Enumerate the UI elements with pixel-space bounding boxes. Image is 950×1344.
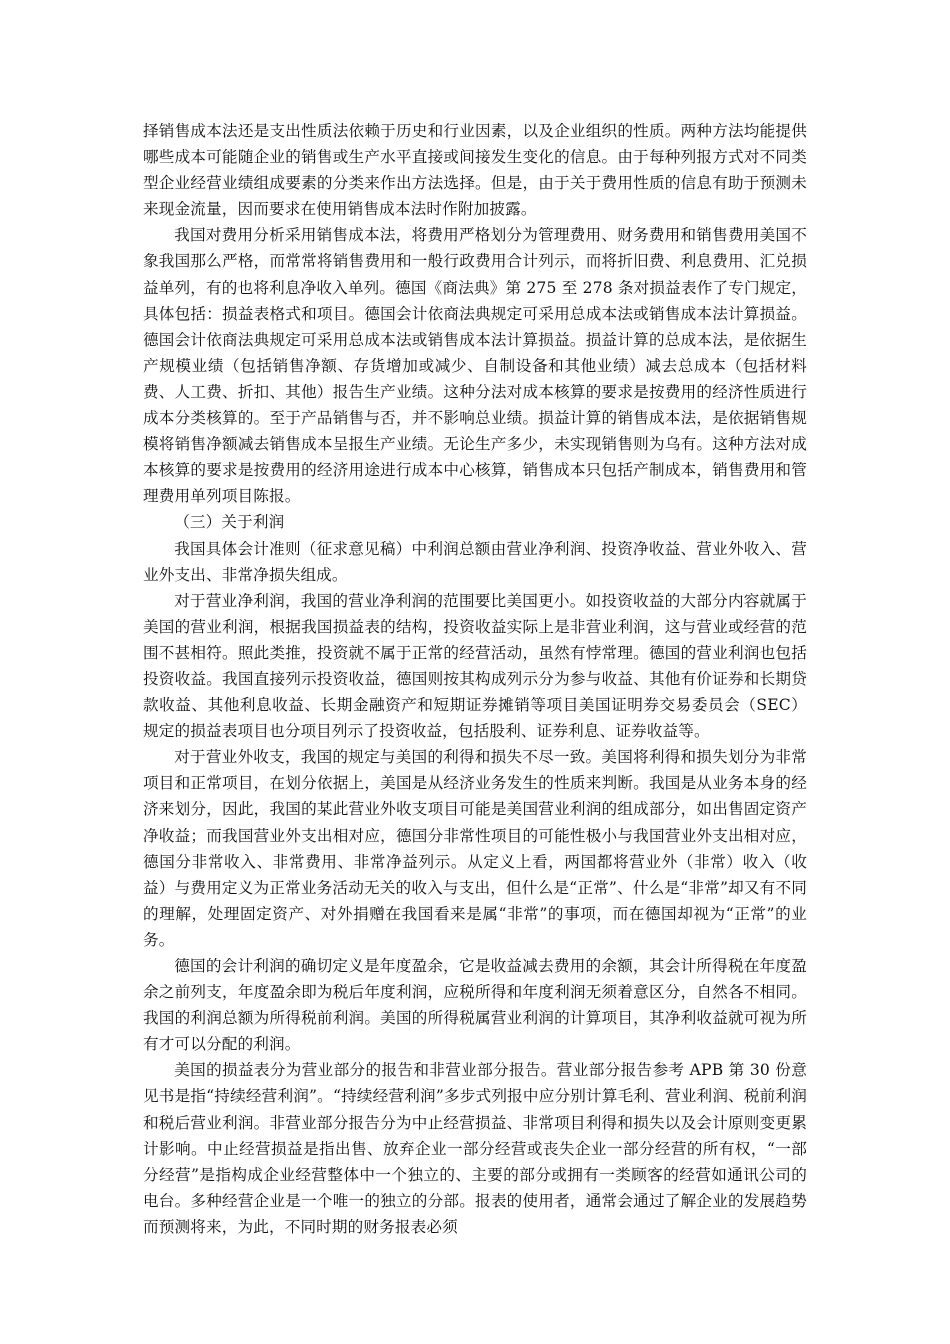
paragraph-operating-profit: 对于营业净利润，我国的营业净利润的范围要比美国更小。如投资收益的大部分内容就属于美国的营业利润，根据我国损益表的结构，投资收益实际上是非营业利润，这与营业或经营的范围不甚相符。照此类推，投资就不属于正常的经营活动，虽然有悖常理。德国的营业利润也包括投资收益。我国直接列示投资收益，德国则按其构成列示分为参与收益、其他有价证券和长期贷款收益、其他利息收益、长期金融资产和短期证券摊销等项目美国证明券交易委员会（SEC）规定的损益表项目也分项目列示了投资收益，包括股利、证券利息、证券收益等。	[143, 591, 807, 741]
paragraph-cost-of-sales-method: 择销售成本法还是支出性质法依赖于历史和行业因素，以及企业组织的性质。两种方法均能提供哪些成本可能随企业的销售或生产水平直接或间接发生变化的信息。由于每种列报方式对不同类型企业经营业绩组成要素的分类来作出方法选择。但是，由于关于费用性质的信息有助于预测未来现金流量，因而要求在使用销售成本法时作附加披露。	[143, 122, 807, 219]
paragraph-us-income-statement: 美国的损益表分为营业部分的报告和非营业部分报告。营业部分报告参考 APB 第 30 份意见书是指“持续经营利润”。“持续经营利润”多步式列报中应分别计算毛利、营业利润、税前利润和税后营业利润。非营业部分报告分为中止经营损益、非常项目利得和损失以及会计原则变更累计影响。中止经营损益是指出售、放弃企业一部分经营或丧失企业一部分经营的所有权，“一部分经营”是指构成企业经营整体中一个独立的、主要的部分或拥有一类顾客的经营如通讯公司的电台。多种经营企业是一个唯一的独立的分部。报表的使用者，通常会通过了解企业的发展趋势而预测将来，为此，不同时期的财务报表必须	[143, 1061, 807, 1236]
section-heading-profit: （三）关于利润	[174, 513, 285, 532]
paragraph-non-operating: 对于营业外收支，我国的规定与美国的利得和损失不尽一致。美国将利得和损失划分为非常项目和正常项目，在划分依据上，美国是从经济业务发生的性质来判断。我国是从业务本身的经济来划分，因此，我国的某此营业外收支项目可能是美国营业利润的组成部分，如出售固定资产净收益；而我国营业外支出相对应，德国分非常性项目的可能性极小与我国营业外支出相对应，德国分非常收入、非常费用、非常净益列示。从定义上看，两国都将营业外（非常）收入（收益）与费用定义为正常业务活动无关的收入与支出，但什么是“正常”、什么是“非常”却又有不同的理解，处理固定资产、对外捐赠在我国看来是属“非常”的事项，而在德国却视为“正常”的业务。	[143, 748, 807, 949]
document-page	[143, 118, 807, 1240]
paragraph-german-annual-surplus: 德国的会计利润的确切定义是年度盈余，它是收益减去费用的余额，其会计所得税在年度盈余之前列支，年度盈余即为税后年度利润，应税所得和年度利润无须着意区分，自然各不相同。我国的利润总额为所得税前利润。美国的所得税属营业利润的计算项目，其净利收益就可视为所有才可以分配的利润。	[143, 957, 807, 1054]
paragraph-total-profit: 我国具体会计准则（征求意见稿）中利润总额由营业净利润、投资净收益、营业外收入、营业外支出、非常净损失组成。	[143, 539, 807, 584]
paragraph-expense-analysis: 我国对费用分析采用销售成本法，将费用严格划分为管理费用、财务费用和销售费用美国不象我国那么严格，而常常将销售费用和一般行政费用合计列示，而将折旧费、利息费用、汇兑损益单列，有的也将利息净收入单列。德国《商法典》第 275 至 278 条对损益表作了专门规定，具体包括：损益表格式和项目。德国会计依商法典规定可采用总成本法或销售成本法计算损益。德国会计依商法典规定可采用总成本法或销售成本法计算损益。损益计算的总成本法，是依据生产规模业绩（包括销售净额、存货增加或减少、自制设备和其他业绩）减去总成本（包括材料费、人工费、折扣、其他）报告生产业绩。这种分法对成本核算的要求是按费用的经济性质进行成本分类核算的。至于产品销售与否，并不影响总业绩。损益计算的销售成本法，是依据销售规模将销售净额减去销售成本呈报生产业绩。无论生产多少，未实现销售则为乌有。这种方法对成本核算的要求是按费用的经济用途进行成本中心核算，销售成本只包括产制成本，销售费用和管理费用单列项目陈报。	[143, 226, 807, 506]
